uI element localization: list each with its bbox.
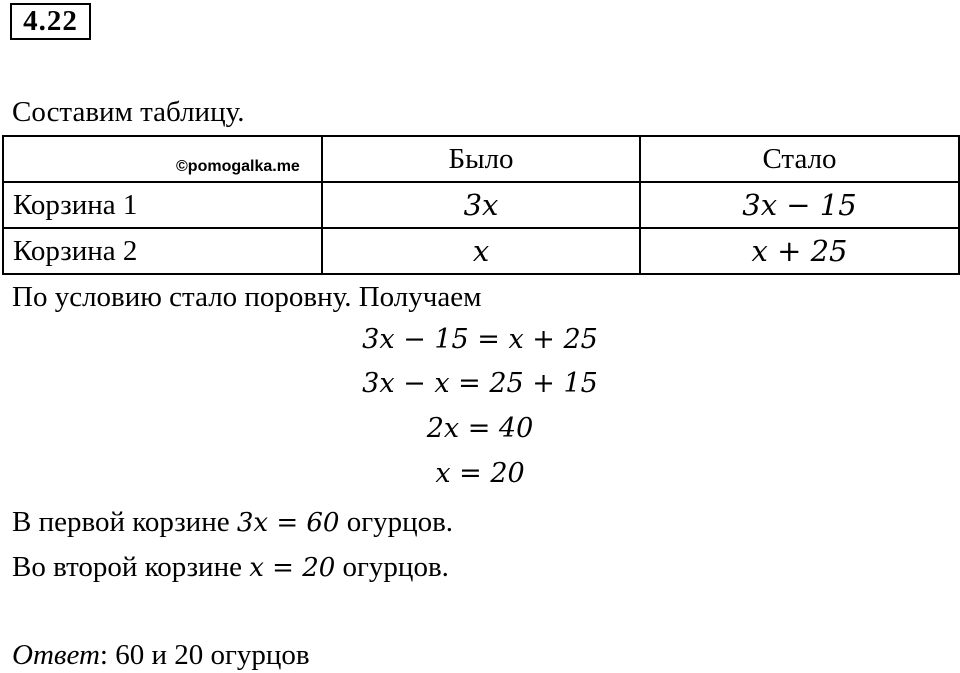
math-expression <box>249 553 335 583</box>
equation-line <box>0 323 960 357</box>
table-header-cell-was: Было <box>322 136 640 182</box>
answer-text: : 60 и 20 огурцов <box>99 639 310 671</box>
math-expression: 3x − x = 25 + 15 <box>362 368 598 399</box>
result-text: В первой корзине <box>12 506 237 538</box>
math-expression-inner: 3x = 60 <box>236 508 340 538</box>
table-cell-became <box>640 228 959 274</box>
result-line-first <box>12 505 453 540</box>
data-table <box>2 135 960 275</box>
math-expression <box>237 508 340 538</box>
equation-line <box>0 367 960 401</box>
table-cell-was <box>322 228 640 274</box>
result-text: огурцов. <box>339 506 454 538</box>
table-header-row <box>3 136 959 182</box>
condition-text: По условию стало поровну. Получаем <box>12 281 482 313</box>
equation-line <box>0 457 960 491</box>
math-expression: 3x <box>463 188 499 222</box>
math-expression: 2x = 40 <box>426 413 534 444</box>
math-expression: 3x − 15 = x + 25 <box>362 324 598 355</box>
problem-number: 4.22 <box>10 3 91 40</box>
table-cell-label: Корзина 1 <box>3 182 322 228</box>
answer-line <box>12 638 310 672</box>
table-cell-label: Корзина 2 <box>3 228 322 274</box>
table-cell-became <box>640 182 959 228</box>
math-expression: x = 20 <box>435 458 525 489</box>
answer-label: Ответ <box>12 639 100 671</box>
table-row <box>3 228 959 274</box>
math-expression: 3x − 15 <box>742 188 857 222</box>
table-header-cell-became: Стало <box>640 136 959 182</box>
intro-text: Составим таблицу. <box>12 96 245 128</box>
result-text: Во второй корзине <box>12 551 250 583</box>
math-expression: x <box>472 234 490 268</box>
math-expression: x + 25 <box>751 234 848 268</box>
result-line-second <box>12 550 449 585</box>
table-row <box>3 182 959 228</box>
equation-line <box>0 412 960 446</box>
result-text: огурцов. <box>335 551 449 583</box>
watermark: ©pomogalka.me <box>176 158 300 175</box>
table-cell-was <box>322 182 640 228</box>
math-expression-inner: x = 20 <box>249 553 336 583</box>
